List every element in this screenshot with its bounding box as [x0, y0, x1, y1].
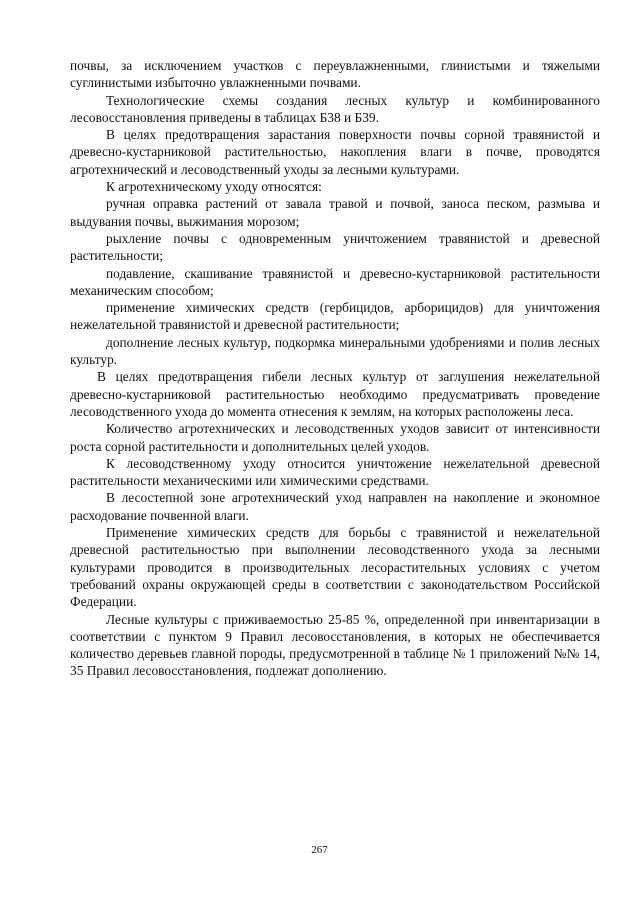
list-item-manual-straightening: ручная оправка растений от завала травой и почвой, заноса песком, размыва и выдувания почвы, выжимания морозом; [70, 196, 600, 229]
paragraph-continuation: почвы, за исключением участков с переувлажненными, глинистыми и тяжелыми суглинистыми избыточно увлажненными почвами. [70, 58, 600, 91]
list-item-mowing: подавление, скашивание травянистой и древесно-кустарниковой растительности механическим способом; [70, 265, 600, 298]
paragraph-prevent-overgrowth: В целях предотвращения зарастания поверхности почвы сорной травянистой и древесно-кустарниковой растительностью, накопления влаги в почве, проводятся агротехнический и лесоводственный уходы за лесными культурами. [70, 127, 600, 177]
list-item-soil-loosening: рыхление почвы с одновременным уничтожением травянистой и древесной растительности; [70, 230, 600, 264]
page-number: 267 [311, 844, 328, 856]
paragraph-chemical-application: Применение химических средств для борьбы с травянистой и нежелательной древесной растительностью при выполнении лесоводственного ухода за лесными культурами проводится в производительных лесорастительных условиях с учетом требований охраны окружающей среды в соответствии с законодательством Российской Федерации. [70, 525, 600, 610]
document-page [70, 57, 600, 680]
paragraph-survival-rate: Лесные культуры с приживаемостью 25-85 %, определенной при инвентаризации в соответствии с пунктом 9 Правил лесовосстановления, в которых не обеспечивается количество деревьев главной породы, предусмотренной в таблице № 1 приложений №№ 14, 35 Правил лесовосстановления, подлежат дополнению. [70, 611, 600, 679]
paragraph-forest-steppe: В лесостепной зоне агротехнический уход направлен на накопление и экономное расходование почвенной влаги. [70, 490, 600, 523]
list-item-supplementing: дополнение лесных культур, подкормка минеральными удобрениями и полив лесных культур. [70, 334, 600, 368]
paragraph-prevent-death: В целях предотвращения гибели лесных культур от заглушения нежелательной древесно-кустарниковой растительностью необходимо предусматривать проведение лесоводственного ухода до момента отнесения к землям, на которых расположены леса. [70, 369, 600, 419]
paragraph-agrotechnical-intro: К агротехническому уходу относятся: [106, 179, 322, 195]
paragraph-number-of-cares: Количество агротехнических и лесоводственных уходов зависит от интенсивности роста сорной растительности и дополнительных целей уходов. [70, 421, 600, 454]
paragraph-silvicultural-care: К лесоводственному уходу относится уничтожение нежелательной древесной растительности механическими или химическими средствами. [70, 455, 600, 489]
list-item-chemicals: применение химических средств (гербицидов, арборицидов) для уничтожения нежелательной травянистой и древесной растительности; [70, 300, 600, 333]
paragraph-technological-schemes: Технологические схемы создания лесных культур и комбинированного лесовосстановления приведены в таблицах Б38 и Б39. [70, 92, 600, 125]
